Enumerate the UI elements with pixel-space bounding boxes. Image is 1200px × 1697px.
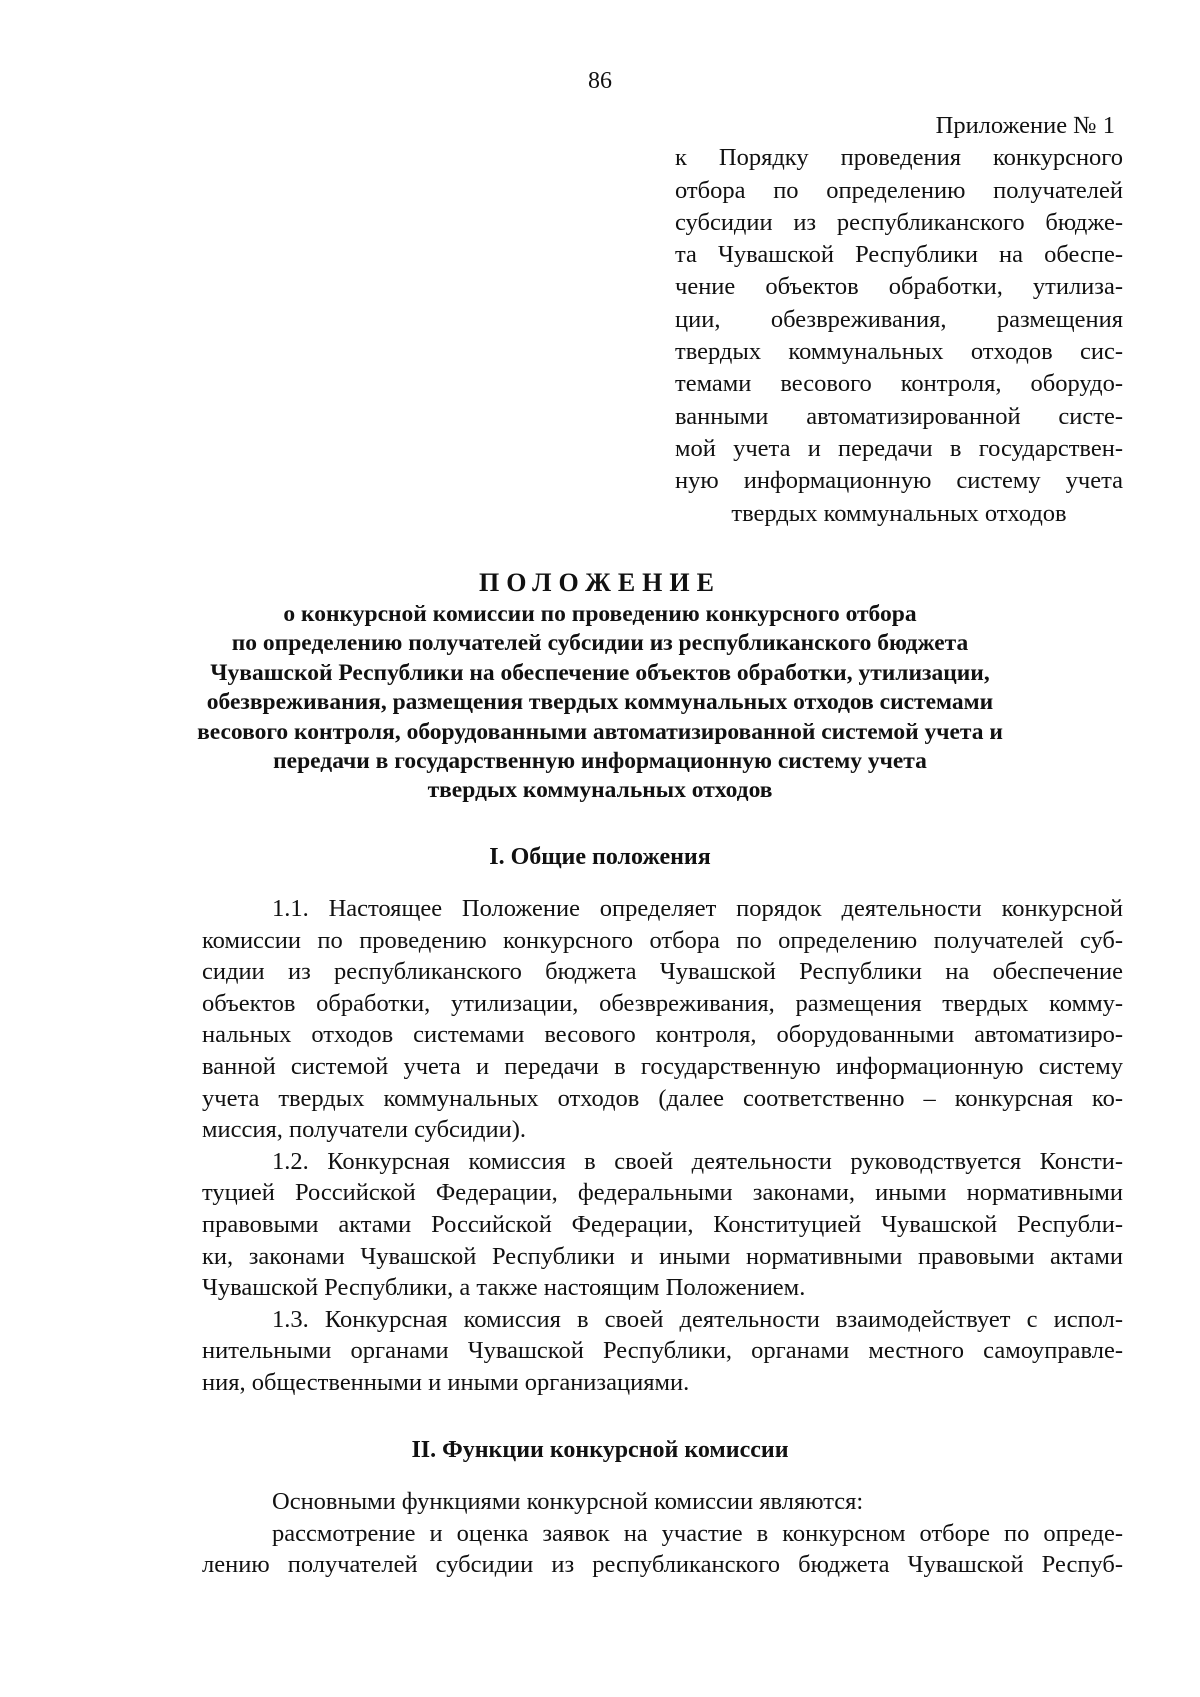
appendix-line: ции, обезвреживания, размещения: [675, 305, 1123, 333]
appendix-line: к Порядку проведения конкурсного: [675, 144, 1123, 172]
appendix-line: субсидии из республиканского бюдже-: [675, 208, 1123, 236]
text-line: учета твердых коммунальных отходов (далее соответственно – конкурсная ко-: [202, 1084, 1123, 1112]
text-line: сидии из республиканского бюджета Чувашской Республики на обеспечение: [202, 958, 1123, 986]
subtitle-line: о конкурсной комиссии по проведению конкурсного отбора: [283, 601, 917, 627]
text-line: объектов обработки, утилизации, обезвреживания, размещения твердых комму-: [202, 989, 1123, 1017]
appendix-line: твердых коммунальных отходов сис-: [675, 338, 1123, 366]
text-line: нительными органами Чувашской Республики, органами местного самоуправле-: [202, 1337, 1123, 1365]
text-line: ния, общественными и иными организациями.: [202, 1368, 690, 1396]
paragraph-1-3: [202, 1304, 1123, 1399]
paragraph-1-1: [202, 893, 1123, 1146]
appendix-line: отбора по определению получателей: [675, 176, 1123, 204]
paragraph-1-2: [202, 1146, 1123, 1304]
subtitle-line: обезвреживания, размещения твердых коммунальных отходов системами: [206, 689, 994, 716]
text-line: Основными функциями конкурсной комиссии являются:: [272, 1488, 864, 1515]
appendix-line: ную информационную систему учета: [675, 467, 1123, 495]
section-2-body: [202, 1486, 1123, 1581]
appendix-title: Приложение № 1: [935, 112, 1115, 139]
text-line: правовыми актами Российской Федерации, Конституцией Чувашской Республи-: [202, 1210, 1123, 1238]
text-line: ки, законами Чувашской Республики и иными нормативными правовыми актами: [202, 1242, 1123, 1270]
appendix-line: чение объектов обработки, утилиза-: [675, 273, 1123, 301]
text-line: нальных отходов системами весового контроля, оборудованными автоматизиро-: [202, 1021, 1123, 1049]
text-line: 1.1. Настоящее Положение определяет порядок деятельности конкурсной: [272, 895, 1123, 922]
text-line: миссия, получатели субсидии).: [202, 1116, 527, 1144]
subtitle-line: передачи в государственную информационную систему учета: [273, 748, 927, 775]
text-line: 1.2. Конкурсная комиссия в своей деятельности руководствуется Консти-: [272, 1147, 1123, 1175]
text-line: комиссии по проведению конкурсного отбора по определению получателей суб-: [202, 926, 1123, 954]
text-line: Чувашской Республики, а также настоящим Положением.: [202, 1274, 806, 1302]
text-line: туцией Российской Федерации, федеральными законами, иными нормативными: [202, 1179, 1123, 1207]
section-1-body: [202, 893, 1123, 1399]
text-line: рассмотрение и оценка заявок на участие в конкурсном отборе по опреде-: [272, 1519, 1123, 1547]
appendix-line: ванными автоматизированной систе-: [675, 402, 1123, 430]
paragraph-2-1: [202, 1518, 1123, 1581]
appendix-block: [675, 110, 1123, 530]
subtitle-line: весового контроля, оборудованными автоматизированной системой учета и: [197, 718, 1003, 745]
section-1-title: I. Общие положения: [489, 844, 711, 870]
appendix-line: твердых коммунальных отходов: [731, 499, 1067, 527]
subtitle-line: твердых коммунальных отходов: [427, 777, 773, 804]
text-line: ванной системой учета и передачи в государственную информационную систему: [202, 1052, 1123, 1080]
paragraph-2-intro: [202, 1486, 1123, 1518]
subtitle-line: Чувашской Республики на обеспечение объектов обработки, утилизации,: [210, 659, 990, 686]
appendix-line: мой учета и передачи в государствен-: [675, 434, 1123, 462]
document-subtitle: [130, 600, 1070, 806]
appendix-line: та Чувашской Республики на обеспе-: [675, 241, 1123, 269]
section-2-title: II. Функции конкурсной комиссии: [411, 1437, 789, 1463]
document-heading: ПОЛОЖЕНИЕ: [479, 568, 721, 597]
subtitle-line: по определению получателей субсидии из республиканского бюджета: [231, 630, 969, 657]
text-line: лению получателей субсидии из республиканского бюджета Чувашской Респуб-: [202, 1551, 1123, 1579]
text-line: 1.3. Конкурсная комиссия в своей деятельности взаимодействует с испол-: [272, 1305, 1123, 1333]
page-number: 86: [588, 68, 612, 94]
appendix-line: темами весового контроля, оборудо-: [675, 370, 1123, 398]
